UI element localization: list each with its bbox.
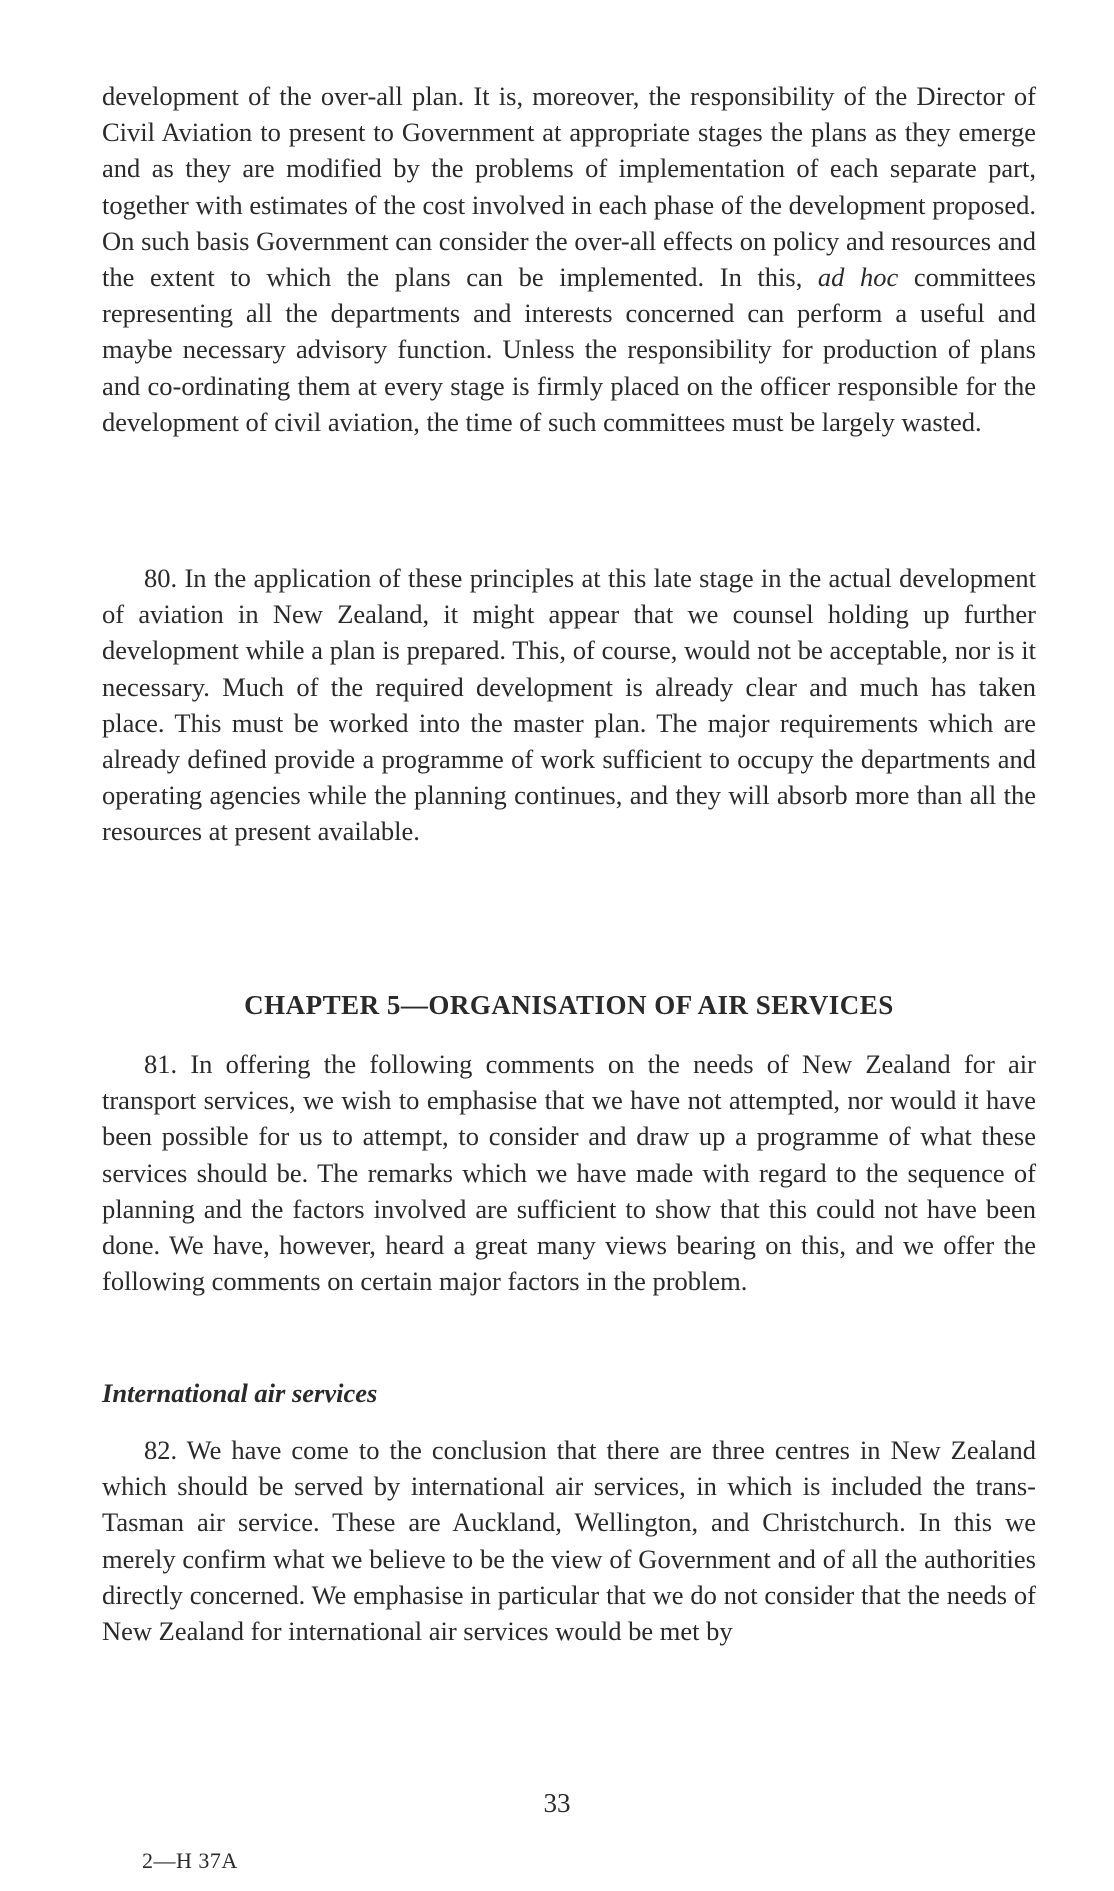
paragraph-continued	[102, 78, 1036, 440]
paragraph-80: 80. In the application of these principles at this late stage in the actual development of aviation in New Zealand, it might appear that we counsel holding up further development while a plan is prepared. This, of course, would not be acceptable, nor is it necessary. Much of the required development is already clear and much has taken place. This must be worked into the master plan. The major requirements which are already defined provide a programme of work sufficient to occupy the departments and operating agencies while the planning continues, and they will absorb more than all the resources at present available.	[102, 563, 1036, 847]
signature-mark-suffix: A	[221, 1848, 238, 1873]
signature-mark	[142, 1848, 238, 1874]
paragraph-82: 82. We have come to the conclusion that there are three centres in New Zealand which should be served by international air services, in which is included the trans-Tasman air service. These are Auckland, Wellington, and Christchurch. In this we merely confirm what we believe to be the view of Government and of all the authorities directly concerned. We emphasise in particular that we do not consider that the needs of New Zealand for international air services would be met by	[102, 1435, 1036, 1647]
section-heading: International air services	[102, 1378, 378, 1408]
page-number: 33	[543, 1788, 571, 1818]
chapter-heading: CHAPTER 5—ORGANISATION OF AIR SERVICES	[244, 990, 894, 1020]
paragraph-continued-text-start: development of the over-all plan. It is, moreover, the responsibility of the Director of Civil Aviation to present to Government at appropriate stages the plans as they emerge and as they are modified by the problems of implementation of each separate part, together with estimates of the cost involved in each phase of the development proposed. On such basis Government can consider the over-all effects on policy and resources and the extent to which the plans can be implemented. In this,	[102, 81, 1036, 293]
paragraph-81: 81. In offering the following comments on the needs of New Zealand for air transport services, we wish to emphasise that we have not attempted, nor would it have been possible for us to attempt, to consider and draw up a programme of what these services should be. The remarks which we have made with regard to the sequence of planning and the factors involved are sufficient to show that this could not have been done. We have, however, heard a great many views bearing on this, and we offer the following comments on certain major factors in the problem.	[102, 1049, 1036, 1297]
paragraph-continued-text-end: committees representing all the departments and interests concerned can perform a useful and maybe necessary advisory function. Unless the responsibility for production of plans and co-ordinating them at every stage is firmly placed on the officer responsible for the development of civil aviation, the time of such committees must be largely wasted.	[102, 262, 1036, 437]
signature-mark-main: 2—H 37	[142, 1848, 222, 1873]
italic-term-ad-hoc: ad hoc	[817, 262, 899, 293]
